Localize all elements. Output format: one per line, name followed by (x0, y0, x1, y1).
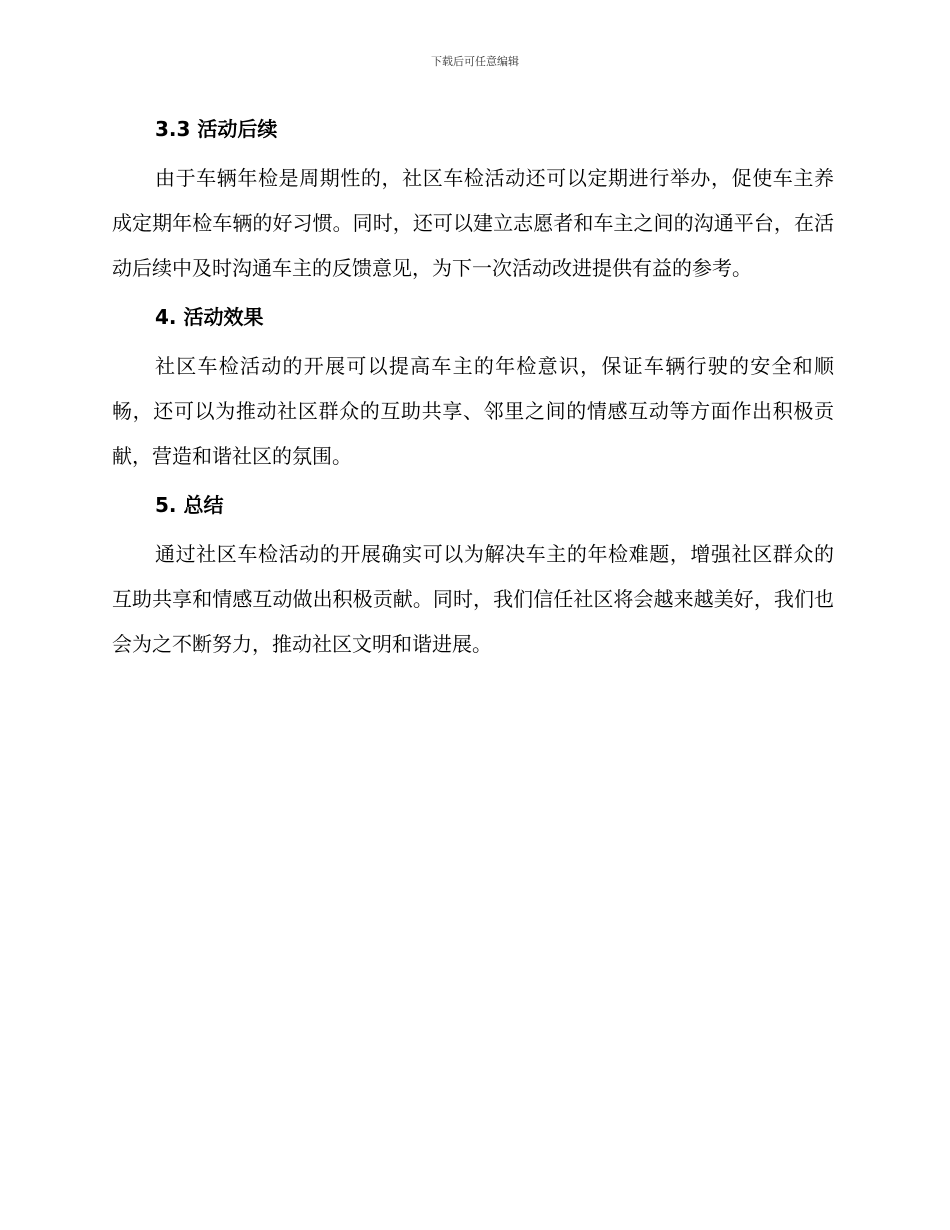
section-paragraph: 社区车检活动的开展可以提高车主的年检意识，保证车辆行驶的安全和顺畅，还可以为推动社区群众的互助共享、邻里之间的情感互动等方面作出积极贡献，营造和谐社区的氛围。 (112, 354, 834, 468)
section-3-3 (112, 114, 834, 302)
document-body (112, 114, 834, 667)
page-header-note: 下载后可任意编辑 (431, 55, 519, 68)
section-5 (112, 490, 834, 667)
section-heading: 4. 活动效果 (155, 305, 264, 329)
section-heading: 5. 总结 (155, 493, 224, 517)
section-paragraph: 通过社区车检活动的开展确实可以为解决车主的年检难题，增强社区群众的互助共享和情感互动做出积极贡献。同时，我们信任社区将会越来越美好，我们也会为之不断努力，推动社区文明和谐进展。 (112, 542, 834, 656)
section-paragraph: 由于车辆年检是周期性的，社区车检活动还可以定期进行举办，促使车主养成定期年检车辆的好习惯。同时，还可以建立志愿者和车主之间的沟通平台，在活动后续中及时沟通车主的反馈意见，为下一次活动改进提供有益的参考。 (112, 166, 834, 280)
section-heading: 3.3 活动后续 (155, 117, 278, 141)
section-4 (112, 302, 834, 490)
